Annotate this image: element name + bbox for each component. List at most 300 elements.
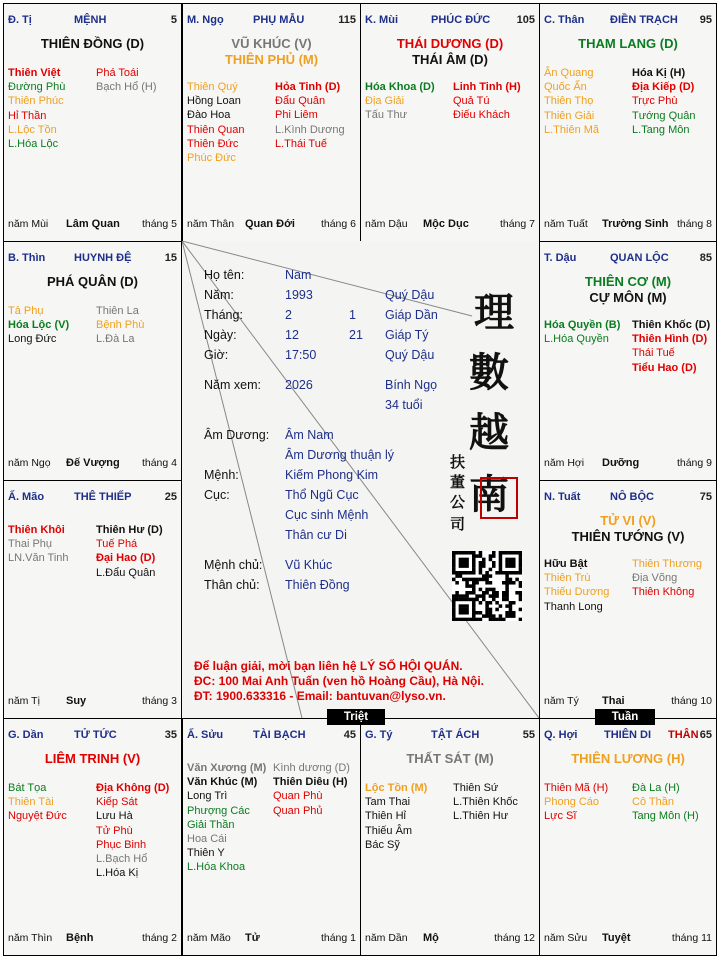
qr-module bbox=[505, 611, 509, 615]
qr-module bbox=[489, 588, 493, 592]
footer-stage: Thai bbox=[602, 695, 625, 707]
minor-star: Ân Quang bbox=[544, 67, 594, 79]
qr-module bbox=[495, 594, 499, 598]
qr-module bbox=[472, 588, 476, 592]
main-stars bbox=[8, 36, 177, 52]
info-thanchu: Thiên Đồng bbox=[285, 578, 350, 592]
qr-module bbox=[465, 551, 469, 555]
contact-line3: ĐT: 1900.633316 - Email: bantuvan@lyso.vn. bbox=[194, 689, 446, 703]
qr-module bbox=[512, 551, 516, 555]
qr-module bbox=[462, 618, 466, 621]
footer-month: tháng 11 bbox=[671, 932, 712, 944]
qr-module bbox=[495, 571, 499, 575]
qr-module bbox=[502, 618, 506, 621]
main-star: THIÊN LƯƠNG (H) bbox=[571, 751, 685, 766]
palace-header bbox=[365, 14, 535, 28]
footer-month: tháng 2 bbox=[141, 932, 177, 944]
qr-module bbox=[499, 568, 503, 572]
qr-module bbox=[489, 594, 493, 598]
main-star: TỬ VI (V) bbox=[600, 513, 656, 528]
branch-label bbox=[544, 14, 584, 26]
minor-star: Phong Cáo bbox=[544, 796, 600, 809]
footer-stage: Tử bbox=[245, 932, 260, 944]
qr-module bbox=[459, 618, 463, 621]
qr-module bbox=[519, 551, 522, 555]
minor-stars-right bbox=[632, 781, 699, 824]
info-amduong2: Âm Dương thuận lý bbox=[285, 448, 394, 462]
branch-label bbox=[8, 491, 44, 503]
branch-can: B. Thìn bbox=[8, 252, 46, 264]
qr-module bbox=[452, 578, 456, 582]
palace-number: 25 bbox=[164, 491, 177, 503]
palace-footer bbox=[544, 695, 712, 709]
qr-module bbox=[502, 581, 506, 585]
qr-module bbox=[495, 608, 499, 612]
minor-stars-right bbox=[632, 318, 710, 375]
info-day-lunar: 21 bbox=[349, 328, 363, 342]
qr-module bbox=[465, 594, 469, 598]
qr-module bbox=[482, 614, 486, 618]
qr-module bbox=[455, 598, 459, 602]
qr-module bbox=[462, 608, 466, 612]
minor-stars-right bbox=[275, 80, 345, 151]
qr-module bbox=[509, 558, 513, 562]
qr-module bbox=[462, 564, 466, 568]
qr-module bbox=[505, 564, 509, 568]
palace-header bbox=[8, 252, 177, 266]
palace-header bbox=[187, 14, 356, 28]
qr-module bbox=[505, 584, 509, 588]
qr-module bbox=[505, 581, 509, 585]
palace-number: 5 bbox=[170, 14, 177, 26]
branch-can: M. Ngọ bbox=[187, 14, 224, 26]
minor-stars-right bbox=[96, 66, 157, 94]
minor-star: Lưu Hà bbox=[96, 810, 133, 823]
qr-module bbox=[475, 578, 479, 582]
minor-star: Bạch Hổ (H) bbox=[96, 81, 157, 94]
palace-footer bbox=[8, 218, 177, 232]
palace-name: PHÚC ĐỨC bbox=[431, 14, 491, 26]
palace-cell-dau[interactable] bbox=[539, 241, 717, 481]
qr-module bbox=[519, 594, 522, 598]
minor-star: Linh Tinh (H) bbox=[453, 81, 521, 93]
palace-name: TẬT ÁCH bbox=[431, 729, 480, 741]
qr-module bbox=[519, 591, 522, 595]
palace-name: HUYNH ĐỆ bbox=[74, 252, 132, 264]
main-star: VŨ KHÚC (V) bbox=[231, 36, 312, 51]
minor-stars-left bbox=[187, 761, 266, 875]
minor-star: Thiên Phúc bbox=[8, 95, 64, 108]
center-info-panel bbox=[182, 241, 539, 718]
info-month-can: Giáp Dần bbox=[385, 308, 438, 322]
qr-module bbox=[519, 581, 522, 585]
qr-module bbox=[452, 604, 456, 608]
footer-stage: Bệnh bbox=[66, 932, 94, 944]
minor-star: L.Hóa Khoa bbox=[187, 861, 246, 874]
minor-stars-left bbox=[187, 80, 244, 165]
minor-star: Điếu Khách bbox=[453, 109, 510, 122]
qr-module bbox=[482, 578, 486, 582]
qr-module bbox=[509, 611, 513, 615]
qr-module bbox=[455, 581, 459, 585]
qr-module bbox=[489, 618, 493, 621]
qr-module bbox=[512, 614, 516, 618]
palace-number: 45 bbox=[343, 729, 356, 741]
info-day-label: Ngày: bbox=[204, 328, 237, 342]
qr-module bbox=[472, 571, 476, 575]
qr-module bbox=[489, 614, 493, 618]
qr-module bbox=[462, 594, 466, 598]
qr-code-graphic bbox=[452, 551, 522, 621]
qr-module bbox=[475, 554, 479, 558]
palace-number: 75 bbox=[699, 491, 712, 503]
minor-star: Thiên Hư (D) bbox=[96, 524, 163, 536]
qr-module bbox=[472, 554, 476, 558]
palace-number: 85 bbox=[699, 252, 712, 264]
info-name: Nam bbox=[285, 268, 312, 282]
footer-stage: Mộc Dục bbox=[423, 218, 469, 230]
branch-label bbox=[365, 14, 398, 26]
footer-stage: Dưỡng bbox=[602, 457, 640, 469]
qr-module bbox=[459, 611, 463, 615]
minor-star: Thiên Quý bbox=[187, 81, 238, 93]
footer-stage: Trường Sinh bbox=[602, 218, 669, 230]
qr-module bbox=[475, 618, 479, 621]
qr-module bbox=[469, 618, 473, 621]
qr-module bbox=[512, 581, 516, 585]
palace-number: 15 bbox=[164, 252, 177, 264]
qr-module bbox=[472, 608, 476, 612]
qr-module bbox=[479, 564, 483, 568]
branch-can: G. Dần bbox=[8, 729, 44, 741]
minor-stars-left bbox=[8, 66, 65, 151]
minor-stars-left bbox=[365, 80, 435, 123]
qr-module bbox=[509, 581, 513, 585]
minor-star: Hóa Khoa (D) bbox=[365, 81, 435, 93]
qr-module bbox=[479, 588, 483, 592]
footer-stage: Quan Đới bbox=[245, 218, 295, 230]
minor-stars-left bbox=[8, 523, 69, 566]
qr-module bbox=[475, 594, 479, 598]
qr-module bbox=[465, 561, 469, 565]
palace-cell-ty[interactable] bbox=[360, 718, 540, 956]
footer-month: tháng 3 bbox=[141, 695, 177, 707]
qr-module bbox=[489, 574, 493, 578]
qr-code bbox=[452, 551, 522, 621]
qr-module bbox=[509, 604, 513, 608]
info-hour-label: Giờ: bbox=[204, 348, 229, 362]
footer-year: năm Hợi bbox=[544, 457, 585, 469]
palace-cell-dan[interactable] bbox=[3, 718, 182, 956]
palace-footer bbox=[544, 457, 712, 471]
main-stars bbox=[365, 36, 535, 68]
info-menhchu-label: Mệnh chủ: bbox=[204, 558, 263, 572]
qr-module bbox=[479, 561, 483, 565]
qr-module bbox=[512, 611, 516, 615]
palace-number: 35 bbox=[164, 729, 177, 741]
minor-star: Tử Phù bbox=[96, 824, 133, 837]
palace-footer bbox=[187, 932, 356, 946]
minor-stars-left bbox=[544, 318, 620, 346]
palace-than-mark: THÂN bbox=[668, 729, 699, 741]
branch-can: Q. Hợi bbox=[544, 729, 578, 741]
minor-star: Thiên Thọ bbox=[544, 95, 594, 108]
qr-module bbox=[452, 608, 456, 612]
minor-star: Tang Môn (H) bbox=[632, 810, 699, 823]
qr-module bbox=[459, 571, 463, 575]
seal-char: 扶 bbox=[450, 453, 466, 471]
qr-module bbox=[505, 614, 509, 618]
qr-module bbox=[459, 598, 463, 602]
qr-module bbox=[509, 551, 513, 555]
branch-label bbox=[8, 14, 32, 26]
main-star: THÁI ÂM (D) bbox=[412, 52, 488, 67]
qr-module bbox=[452, 614, 456, 618]
minor-star: Thai Phụ bbox=[8, 538, 53, 551]
main-star: THÁI DƯƠNG (D) bbox=[396, 36, 504, 51]
minor-star: Quốc Ấn bbox=[544, 81, 587, 94]
qr-module bbox=[462, 571, 466, 575]
qr-module bbox=[482, 564, 486, 568]
minor-star: L.Hóa Lộc bbox=[8, 138, 59, 151]
qr-module bbox=[472, 564, 476, 568]
minor-star: L.Lộc Tồn bbox=[8, 123, 57, 136]
qr-module bbox=[502, 598, 506, 602]
qr-module bbox=[512, 571, 516, 575]
footer-year: năm Dần bbox=[365, 932, 408, 944]
minor-star: Hóa Kị (H) bbox=[632, 67, 686, 79]
qr-module bbox=[462, 598, 466, 602]
minor-star: Tuế Phá bbox=[96, 538, 138, 551]
qr-module bbox=[485, 604, 489, 608]
qr-module bbox=[469, 551, 473, 555]
qr-module bbox=[452, 611, 456, 615]
minor-star: Phi Liêm bbox=[275, 109, 318, 122]
qr-module bbox=[472, 578, 476, 582]
qr-module bbox=[505, 574, 509, 578]
footer-month: tháng 5 bbox=[141, 218, 177, 230]
footer-year: năm Dậu bbox=[365, 218, 408, 230]
palace-name: TỬ TỨC bbox=[74, 729, 117, 741]
qr-module bbox=[499, 554, 503, 558]
minor-star: Thái Tuế bbox=[632, 347, 675, 360]
qr-module bbox=[475, 598, 479, 602]
palace-cell-ngo[interactable] bbox=[182, 3, 361, 242]
minor-star: Quan Phù bbox=[273, 790, 323, 803]
qr-module bbox=[472, 611, 476, 615]
palace-header bbox=[365, 729, 535, 743]
minor-star: Hồng Loan bbox=[187, 95, 241, 108]
main-stars bbox=[8, 751, 177, 767]
qr-module bbox=[452, 618, 456, 621]
minor-star: Hóa Quyền (B) bbox=[544, 319, 621, 331]
palace-name: THÊ THIẾP bbox=[74, 491, 132, 503]
qr-module bbox=[465, 611, 469, 615]
qr-module bbox=[465, 584, 469, 588]
minor-star: Hữu Bật bbox=[544, 558, 588, 570]
minor-star: Thiên Không bbox=[632, 586, 695, 599]
palace-cell-thin[interactable] bbox=[3, 241, 182, 481]
qr-module bbox=[459, 551, 463, 555]
qr-module bbox=[479, 594, 483, 598]
palace-cell-hoi[interactable] bbox=[539, 718, 717, 956]
minor-star: Hỏa Tinh (D) bbox=[275, 81, 341, 93]
qr-module bbox=[502, 551, 506, 555]
minor-stars-right bbox=[273, 761, 350, 818]
qr-module bbox=[505, 598, 509, 602]
palace-name: MỆNH bbox=[74, 14, 107, 26]
minor-star: Trực Phù bbox=[632, 95, 678, 108]
qr-module bbox=[495, 618, 499, 621]
qr-module bbox=[482, 561, 486, 565]
palace-cell-ti[interactable] bbox=[3, 3, 182, 242]
qr-module bbox=[479, 568, 483, 572]
tuan-tag: Tuần bbox=[595, 709, 655, 725]
qr-module bbox=[479, 554, 483, 558]
qr-module bbox=[485, 578, 489, 582]
info-menhchu: Vũ Khúc bbox=[285, 558, 333, 572]
minor-star: LN.Văn Tinh bbox=[8, 552, 69, 565]
palace-footer bbox=[365, 218, 535, 232]
qr-module bbox=[459, 558, 463, 562]
minor-star: Đẩu Quân bbox=[275, 95, 326, 108]
minor-stars-left bbox=[544, 781, 608, 824]
branch-can: C. Thân bbox=[544, 14, 585, 26]
qr-module bbox=[452, 594, 456, 598]
minor-star: Tấu Thư bbox=[365, 109, 408, 122]
qr-module bbox=[495, 591, 499, 595]
footer-month: tháng 9 bbox=[676, 457, 712, 469]
qr-module bbox=[462, 561, 466, 565]
minor-star: Thiên La bbox=[96, 305, 139, 317]
palace-cell-tuat[interactable] bbox=[539, 480, 717, 719]
qr-module bbox=[469, 571, 473, 575]
minor-star: Địa Không (D) bbox=[96, 782, 170, 794]
qr-module bbox=[492, 561, 496, 565]
info-day: 12 bbox=[285, 328, 299, 342]
qr-module bbox=[475, 611, 479, 615]
qr-module bbox=[462, 604, 466, 608]
qr-module bbox=[465, 564, 469, 568]
minor-star: Giải Thần bbox=[187, 818, 235, 831]
palace-header bbox=[187, 729, 356, 743]
qr-module bbox=[452, 601, 456, 605]
branch-label bbox=[544, 729, 578, 741]
palace-number: 105 bbox=[516, 14, 535, 26]
minor-star: Tướng Quân bbox=[632, 109, 696, 122]
info-cuc: Thổ Ngũ Cục bbox=[285, 488, 359, 502]
palace-cell-mui[interactable] bbox=[360, 3, 540, 242]
branch-can: G. Tý bbox=[365, 729, 393, 741]
qr-module bbox=[455, 594, 459, 598]
qr-module bbox=[459, 594, 463, 598]
main-stars bbox=[365, 751, 535, 767]
info-year-can: Quý Dậu bbox=[385, 288, 435, 302]
info-thanchu-label: Thân chủ: bbox=[204, 578, 260, 592]
minor-star: Thiếu Dương bbox=[544, 586, 610, 599]
calligraphy-char: 數 bbox=[469, 349, 509, 396]
qr-module bbox=[505, 561, 509, 565]
palace-cell-suu[interactable] bbox=[182, 718, 361, 956]
qr-module bbox=[505, 588, 509, 592]
footer-month: tháng 12 bbox=[494, 932, 535, 944]
info-age: 34 tuổi bbox=[385, 398, 423, 412]
qr-module bbox=[472, 591, 476, 595]
minor-star: Phượng Các bbox=[187, 804, 250, 817]
qr-module bbox=[465, 591, 469, 595]
minor-star: L.Hóa Kị bbox=[96, 867, 139, 880]
footer-year: năm Thìn bbox=[8, 932, 53, 944]
qr-module bbox=[472, 598, 476, 602]
footer-year: năm Mùi bbox=[8, 218, 49, 230]
minor-star: Thiếu Âm bbox=[365, 824, 413, 837]
minor-star: L.Thiên Hư bbox=[453, 810, 509, 823]
qr-module bbox=[505, 578, 509, 582]
qr-module bbox=[489, 608, 493, 612]
qr-module bbox=[492, 618, 496, 621]
qr-module bbox=[509, 601, 513, 605]
qr-module bbox=[452, 598, 456, 602]
minor-star: Thiên Diêu (H) bbox=[273, 776, 348, 789]
qr-module bbox=[482, 558, 486, 562]
qr-module bbox=[505, 558, 509, 562]
calligraphy-char: 越 bbox=[469, 409, 509, 456]
qr-module bbox=[465, 608, 469, 612]
info-amduong-label: Âm Dương: bbox=[204, 428, 270, 442]
minor-star: L.Thái Tuế bbox=[275, 137, 327, 150]
qr-module bbox=[459, 564, 463, 568]
qr-module bbox=[452, 551, 456, 555]
qr-module bbox=[482, 574, 486, 578]
info-cuc-label: Cục: bbox=[204, 488, 230, 502]
qr-module bbox=[502, 594, 506, 598]
minor-star: Bác Sỹ bbox=[365, 838, 400, 851]
qr-module bbox=[515, 578, 519, 582]
minor-star: Thanh Long bbox=[544, 600, 603, 613]
minor-stars-left bbox=[8, 781, 67, 824]
palace-number: 65 bbox=[699, 729, 712, 741]
qr-module bbox=[499, 564, 503, 568]
minor-star: Phúc Đức bbox=[187, 152, 236, 165]
qr-module bbox=[472, 618, 476, 621]
triet-tag: Triệt bbox=[327, 709, 385, 725]
qr-module bbox=[465, 581, 469, 585]
minor-star: Quan Phủ bbox=[273, 804, 323, 817]
qr-module bbox=[465, 578, 469, 582]
qr-module bbox=[492, 614, 496, 618]
contact-line2: ĐC: 100 Mai Anh Tuấn (ven hồ Hoàng Cầu), Hà Nội. bbox=[194, 674, 485, 688]
qr-module bbox=[499, 558, 503, 562]
minor-star: Thiên Hình (D) bbox=[632, 333, 708, 346]
qr-module bbox=[519, 618, 522, 621]
qr-module bbox=[509, 614, 513, 618]
qr-module bbox=[462, 578, 466, 582]
info-name-label: Họ tên: bbox=[204, 268, 245, 282]
palace-cell-than[interactable] bbox=[539, 3, 717, 242]
main-star: THIÊN TƯỚNG (V) bbox=[571, 529, 685, 544]
qr-module bbox=[472, 551, 476, 555]
minor-star: L.Đẩu Quân bbox=[96, 566, 156, 579]
qr-module bbox=[452, 558, 456, 562]
palace-footer bbox=[544, 218, 712, 232]
minor-star: Hoa Cái bbox=[187, 833, 227, 846]
qr-module bbox=[519, 598, 522, 602]
qr-module bbox=[452, 568, 456, 572]
minor-star: Địa Kiếp (D) bbox=[632, 81, 695, 94]
palace-footer bbox=[8, 932, 177, 946]
minor-star: Quả Tú bbox=[453, 95, 490, 108]
palace-cell-mao[interactable] bbox=[3, 480, 182, 719]
